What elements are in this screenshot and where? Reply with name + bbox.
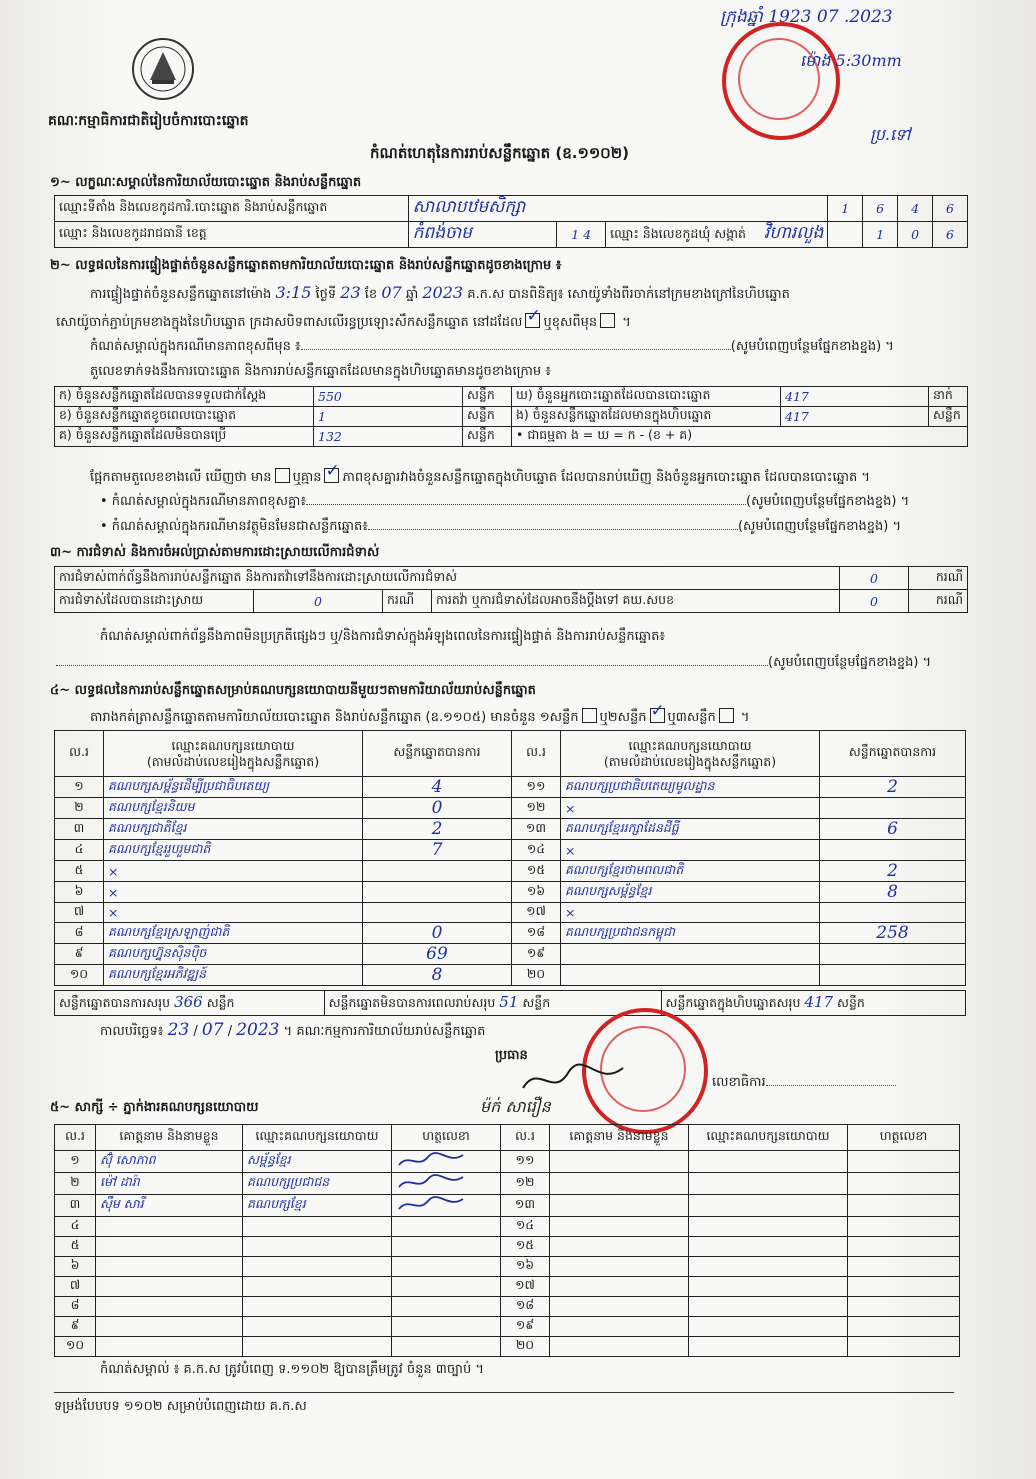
footer-divider — [54, 1392, 954, 1393]
witness-signature — [848, 1257, 960, 1277]
different-checkbox[interactable] — [600, 313, 615, 328]
witness-row — [55, 1217, 960, 1237]
witness-row — [55, 1173, 960, 1195]
witness-no: ១៤ — [501, 1217, 550, 1237]
witness-signature-icon — [396, 1195, 466, 1213]
witness-name — [550, 1277, 689, 1297]
witness-party — [689, 1173, 848, 1195]
figures-table — [54, 386, 968, 447]
witness-name — [550, 1237, 689, 1257]
chief-label: ប្រធាន — [495, 1048, 528, 1063]
party-no: ៩ — [55, 944, 104, 965]
witness-name — [550, 1297, 689, 1317]
witness-row — [55, 1337, 960, 1357]
party-name: × — [561, 903, 820, 923]
has-difference-checkbox[interactable] — [275, 468, 290, 483]
witness-name — [96, 1277, 243, 1297]
witness-no: ១២ — [501, 1173, 550, 1195]
witness-signature — [392, 1277, 501, 1297]
party-no: ២ — [55, 798, 104, 819]
witness-party — [689, 1237, 848, 1257]
col-party: ឈ្មោះគណបក្សនយោបាយ — [689, 1125, 848, 1151]
party-no: ២០ — [512, 965, 561, 986]
party-no: ១៩ — [512, 944, 561, 965]
party-no: ១៤ — [512, 840, 561, 861]
total-in-box: សន្លឹកឆ្នោតក្នុងហិបឆ្នោតសរុប 417 សន្លឹក — [661, 991, 965, 1016]
no-difference-checkbox[interactable] — [324, 468, 339, 483]
office-code-3: 4 — [898, 196, 933, 222]
party-no: ១៧ — [512, 903, 561, 923]
party-name: គណបក្សហ្វ៊ុនស៊ិនប៉ិច — [104, 944, 363, 965]
witness-signature — [848, 1237, 960, 1257]
seal-status-line: សោយ៉ូចាក់ភ្ជាប់ក្រមខាងក្នុងនៃហិបឆ្នោត ក្រដាសបិទពាសលើរន្ធប្រឡោះសឹកសន្លឹកឆ្នោត នៅដដែល✓ ឬខុសពីមុន ។ — [56, 313, 631, 331]
witness-no: ១១ — [501, 1151, 550, 1173]
commune-label: ឈ្មោះ និងលេខកូដឃុំ សង្កាត់ វិហារលួង — [606, 222, 828, 248]
witness-row — [55, 1317, 960, 1337]
party-name: × — [561, 798, 820, 819]
witness-signature — [392, 1195, 501, 1217]
discrepancy-note: • កំណត់សម្គាល់ក្នុងករណីមានភាពខុសគ្នា៖ (សូមបំពេញបន្ថែមផ្នែកខាងខ្នង) ។ — [100, 494, 910, 509]
party-votes: 258 — [820, 923, 966, 944]
col-party: ឈ្មោះគណបក្សនយោបាយ — [243, 1125, 392, 1151]
section-3-heading: ៣~ ការជំទាស់ និងការចំអល់ប្រាស់តាមការដោះស្រាយលើការជំទាស់ — [50, 545, 380, 560]
party-votes: 2 — [363, 819, 512, 840]
section-5-heading: ៥~ សាក្សី ÷ ភ្នាក់ងារគណបក្សនយោបាយ — [50, 1100, 259, 1115]
party-votes — [363, 903, 512, 923]
party-votes: 4 — [363, 777, 512, 798]
witness-party — [689, 1257, 848, 1277]
appeal-label: ការតវ៉ា ឬការជំទាស់ដែលអាចនឹងប្តឹងទៅ គឃ.សបខ — [432, 590, 840, 613]
witness-no: ៨ — [55, 1297, 96, 1317]
witness-signature — [848, 1297, 960, 1317]
party-name: គណបក្សខ្មែររួបរួមជាតិ — [104, 840, 363, 861]
witness-no: ២ — [55, 1173, 96, 1195]
resolved-count: 0 — [254, 590, 383, 613]
province-label: ឈ្មោះ និងលេខកូដរាជធានី ខេត្ត — [55, 222, 409, 248]
witness-row — [55, 1237, 960, 1257]
handwritten-date-note: ក្រុងឆ្នាំ 1923 07 .2023 — [720, 7, 893, 27]
party-name: គណបក្សប្រជាធិបតេយ្យមូលដ្ឋាន — [561, 777, 820, 798]
party-votes — [363, 861, 512, 882]
figure-unit: សន្លឹក — [463, 387, 512, 407]
witness-no: ១៥ — [501, 1237, 550, 1257]
figures-intro: តួលេខទាក់ទងនឹងការបោះឆ្នោត និងការរាប់សន្លឹកឆ្នោតដែលមានក្នុងហិបឆ្នោតមានដូចខាងក្រោម ៖ — [90, 364, 551, 379]
party-no: ៥ — [55, 861, 104, 882]
party-name: × — [104, 903, 363, 923]
witness-name: ស៊ឹម សារី — [96, 1195, 243, 1217]
objection-count: 0 — [840, 567, 909, 590]
witness-no: ៩ — [55, 1317, 96, 1337]
party-row — [55, 944, 966, 965]
commune-code-1: 1 — [863, 222, 898, 248]
party-results-table — [54, 730, 966, 986]
witness-table — [54, 1124, 960, 1357]
witness-party — [243, 1317, 392, 1337]
col-no: ល.រ — [501, 1125, 550, 1151]
section-2-heading: ២~ លទ្ធផលនៃការផ្ទៀងផ្ទាត់ចំនួនសន្លឹកឆ្នោតតាមការិយាល័យបោះឆ្នោត និងរាប់សន្លឹកឆ្នោតដូចខាងក្រោម ៖ — [50, 258, 562, 273]
irregularity-note: កំណត់សម្គាល់ពាក់ព័ន្ធនឹងភាពមិនប្រក្រតីផ្សេងៗ ឬ/និងការជំទាស់ក្នុងអំឡុងពេលនៃការផ្ទៀងផ្ទាត់ និងការរាប់សន្លឹកឆ្នោត៖ — [100, 629, 666, 644]
witness-no: ១៩ — [501, 1317, 550, 1337]
witness-party: គណបក្សខ្មែរ — [243, 1195, 392, 1217]
appeal-count: 0 — [840, 590, 909, 613]
witness-signature — [848, 1317, 960, 1337]
party-name — [561, 944, 820, 965]
section-1-table — [54, 195, 968, 248]
col-no: ល.រ — [512, 731, 561, 777]
footer-text: ទម្រង់បែបបទ ១១០២ សម្រាប់បំពេញដោយ គ.ក.ស — [54, 1399, 307, 1414]
party-votes: 6 — [820, 819, 966, 840]
party-name: គណបក្សប្រជាជនកម្ពុជា — [561, 923, 820, 944]
witness-party — [689, 1217, 848, 1237]
witness-signature-icon — [396, 1173, 466, 1191]
party-votes — [820, 944, 966, 965]
objections-table — [54, 566, 968, 613]
witness-signature — [392, 1337, 501, 1357]
witness-no: ១៨ — [501, 1297, 550, 1317]
figure-label: ឃ) ចំនួនអ្នកបោះឆ្នោតដែលបានបោះឆ្នោត — [512, 387, 781, 407]
witness-party — [689, 1195, 848, 1217]
party-no: ៦ — [55, 882, 104, 903]
party-row — [55, 798, 966, 819]
col-votes: សន្លឹកឆ្នោតបានការ — [820, 731, 966, 777]
figures-row — [55, 387, 968, 407]
witness-party — [243, 1277, 392, 1297]
commune-name: វិហារលួង — [763, 223, 824, 243]
witness-party — [243, 1297, 392, 1317]
one-sheet-checkbox[interactable] — [582, 708, 597, 723]
figure-value: 417 — [781, 407, 929, 427]
witness-signature — [848, 1151, 960, 1173]
made-on-line: កាលបរិច្ឆេទ៖ 23 / 07 / 2023 ។ គណៈកម្មការការិយាល័យរាប់សន្លឹកឆ្នោត — [100, 1020, 486, 1040]
witness-row — [55, 1195, 960, 1217]
witness-name — [96, 1297, 243, 1317]
party-row — [55, 840, 966, 861]
party-votes: 8 — [820, 882, 966, 903]
witness-name — [550, 1217, 689, 1237]
witness-party — [243, 1337, 392, 1357]
witness-name — [550, 1337, 689, 1357]
witness-no: ១០ — [55, 1337, 96, 1357]
col-no: ល.រ — [55, 731, 104, 777]
office-name: សាលាបឋមសិក្សា — [408, 196, 828, 222]
witness-signature — [392, 1151, 501, 1173]
witness-name: ស៊ុំ សោភាព — [96, 1151, 243, 1173]
province-code: 1 4 — [557, 222, 606, 248]
commune-code-3: 6 — [933, 222, 968, 248]
office-code-2: 6 — [863, 196, 898, 222]
section-4-heading: ៤~ លទ្ធផលនៃការរាប់សន្លឹកឆ្នោតសម្រាប់គណបក្សនយោបាយនីមួយៗតាមការិយាល័យរាប់សន្លឹកឆ្នោត — [50, 683, 536, 698]
figure-unit: នាក់ — [929, 387, 968, 407]
party-no: ១២ — [512, 798, 561, 819]
witness-row — [55, 1297, 960, 1317]
two-sheet-checkbox[interactable] — [650, 708, 665, 723]
figures-row — [55, 427, 968, 447]
witness-signature — [848, 1195, 960, 1217]
figure-value: 132 — [314, 427, 463, 447]
party-row — [55, 882, 966, 903]
resolved-label: ការជំទាស់ដែលបានដោះស្រាយ — [55, 590, 254, 613]
handwritten-time-note: ម៉ោង 5:30mm — [800, 51, 902, 70]
figure-unit: សន្លឹក — [463, 427, 512, 447]
witness-party — [689, 1317, 848, 1337]
witness-no: ២០ — [501, 1337, 550, 1357]
party-votes: 8 — [363, 965, 512, 986]
figure-unit: សន្លឹក — [929, 407, 968, 427]
figure-value: 1 — [314, 407, 463, 427]
figures-row — [55, 407, 968, 427]
party-votes: 0 — [363, 923, 512, 944]
witness-signature — [392, 1297, 501, 1317]
witness-name — [550, 1195, 689, 1217]
witness-no: ១៣ — [501, 1195, 550, 1217]
party-row — [55, 861, 966, 882]
objection-unit: ករណី — [909, 567, 968, 590]
party-no: ៨ — [55, 923, 104, 944]
witness-no: ១ — [55, 1151, 96, 1173]
commission-title: គណៈកម្មាធិការជាតិរៀបចំការបោះឆ្នោត — [48, 113, 249, 129]
party-votes: 7 — [363, 840, 512, 861]
party-no: ១ — [55, 777, 104, 798]
party-no: ៧ — [55, 903, 104, 923]
witness-no: ៤ — [55, 1217, 96, 1237]
witness-no: ៥ — [55, 1237, 96, 1257]
witness-signature — [392, 1317, 501, 1337]
witness-party: គណបក្សប្រជាជន — [243, 1173, 392, 1195]
discrepancy-line: ផ្អែកតាមតួលេខខាងលើ ឃើញថា មាន ឬគ្មាន✓ ភាពខុសគ្នារវាងចំនួនសន្លឹកឆ្នោតក្នុងហិបឆ្នោត ដែលបានរាប់ឃើញ និងចំនួនអ្នកបោះឆ្នោត ដែលបានបោះឆ្នោត ។ — [90, 468, 870, 486]
form-title: កំណត់ហេតុនៃការរាប់សន្លឹកឆ្នោត (ឧ.១១០២) — [370, 144, 630, 162]
witness-party — [689, 1297, 848, 1317]
office-label: ឈ្មោះទីតាំង និងលេខកូដការិ.បោះឆ្នោត និងរាប់សន្លឹកឆ្នោត — [55, 196, 409, 222]
irregularity-note-line: (សូមបំពេញបន្ថែមផ្នែកខាងខ្នង) ។ — [56, 655, 931, 671]
witness-no: ១៦ — [501, 1257, 550, 1277]
party-row — [55, 777, 966, 798]
witness-party: សម្ព័ន្ធខ្មែរ — [243, 1151, 392, 1173]
objection-label: ការជំទាស់ពាក់ព័ន្ធនឹងការរាប់សន្លឹកឆ្នោត និងការតវ៉ាទៅនឹងការដោះស្រាយលើការជំទាស់ — [55, 567, 840, 590]
witness-party — [689, 1337, 848, 1357]
party-name: × — [104, 882, 363, 903]
witness-name — [550, 1317, 689, 1337]
party-votes: 2 — [820, 861, 966, 882]
party-name: គណបក្សសម្ព័ន្ធខ្មែរ — [561, 882, 820, 903]
figure-label: ក) ចំនួនសន្លឹកឆ្នោតដែលបានទទួលជាក់ស្តែង — [55, 387, 314, 407]
party-no: ៣ — [55, 819, 104, 840]
figure-label: ង) ចំនួនសន្លឹកឆ្នោតដែលមានក្នុងហិបឆ្នោត — [512, 407, 781, 427]
results-body — [55, 777, 966, 986]
nec-emblem-icon — [130, 36, 196, 102]
witness-no: ៣ — [55, 1195, 96, 1217]
witness-name — [550, 1173, 689, 1195]
witness-party — [689, 1151, 848, 1173]
col-signature: ហត្ថលេខា — [848, 1125, 960, 1151]
results-header-row — [55, 731, 966, 777]
party-votes — [363, 882, 512, 903]
witness-party — [243, 1237, 392, 1257]
witness-row — [55, 1257, 960, 1277]
party-name: គណបក្សខ្មែររក្សាដែនដីធ្លី — [561, 819, 820, 840]
total-invalid: សន្លឹកឆ្នោតមិនបានការពេលរាប់សរុប 51 សន្លឹក — [324, 991, 661, 1016]
party-row — [55, 819, 966, 840]
col-name: គោត្តនាម និងនាមខ្លួន — [96, 1125, 243, 1151]
witness-body — [55, 1151, 960, 1357]
party-row — [55, 965, 966, 986]
col-signature: ហត្ថលេខា — [392, 1125, 501, 1151]
secretary-label: លេខាធិការ — [712, 1075, 896, 1091]
witness-signature — [848, 1217, 960, 1237]
total-valid: សន្លឹកឆ្នោតបានការសរុប 366 សន្លឹក — [55, 991, 325, 1016]
resolved-unit: ករណី — [383, 590, 432, 613]
province-name: កំពង់ចាម — [408, 222, 557, 248]
party-name: គណបក្សខ្មែរនិយម — [104, 798, 363, 819]
witness-name — [550, 1151, 689, 1173]
witness-signature — [848, 1337, 960, 1357]
figure-label: ខ) ចំនួនសន្លឹកឆ្នោតខូចពេលបោះឆ្នោត — [55, 407, 314, 427]
party-row — [55, 903, 966, 923]
chief-name: ម៉ក់ សារឿន — [480, 1097, 551, 1116]
party-no: ១១ — [512, 777, 561, 798]
party-name: គណបក្សជាតិខ្មែរ — [104, 819, 363, 840]
witness-no: ៧ — [55, 1277, 96, 1297]
witness-header-row — [55, 1125, 960, 1151]
witness-signature — [392, 1173, 501, 1195]
commune-code-2: 0 — [898, 222, 933, 248]
witness-name — [96, 1257, 243, 1277]
inspection-line: ការផ្ទៀងផ្ទាត់ចំនួនសន្លឹកឆ្នោតនៅម៉ោង 3:15 ថ្ងៃទី 23 ខែ 07 ឆ្នាំ 2023 គ.ក.ស បានពិនិត្យ៖ សោយ៉ូទាំងពីរចាក់នៅក្រមខាងក្រៅនៃហិបឆ្នោត — [90, 283, 790, 302]
section-1-heading: ១~ លក្ខណៈសម្គាល់នៃការិយាល័យបោះឆ្នោត និងរាប់សន្លឹកឆ្នោត — [50, 175, 362, 190]
witness-row — [55, 1277, 960, 1297]
party-name: × — [104, 861, 363, 882]
same-checkbox[interactable] — [525, 313, 540, 328]
witness-name — [96, 1237, 243, 1257]
col-name: គោត្តនាម និងនាមខ្លួន — [550, 1125, 689, 1151]
figure-value: 550 — [314, 387, 463, 407]
three-sheet-checkbox[interactable] — [719, 708, 734, 723]
party-name: គណបក្សសម្ព័ន្ធដើម្បីប្រជាធិបតេយ្យ — [104, 777, 363, 798]
difference-note-line: កំណត់សម្គាល់ក្នុងករណីមានភាពខុសពីមុន ៖ (សូមបំពេញបន្ថែមផ្នែកខាងខ្នង) ។ — [90, 339, 894, 354]
witness-no: ៦ — [55, 1257, 96, 1277]
foreign-object-note: • កំណត់សម្គាល់ក្នុងករណីមានវត្ថុមិនមែនជាសន្លឹកឆ្នោត៖ (សូមបំពេញបន្ថែមផ្នែកខាងខ្នង) ។ — [100, 519, 902, 534]
office-code-1: 1 — [828, 196, 863, 222]
appeal-unit: ករណី — [909, 590, 968, 613]
party-name: គណបក្សខ្មែរអភិវឌ្ឍន៍ — [104, 965, 363, 986]
party-no: ១០ — [55, 965, 104, 986]
figure-value: 417 — [781, 387, 929, 407]
party-votes: 2 — [820, 777, 966, 798]
witness-name — [550, 1257, 689, 1277]
office-code-4: 6 — [933, 196, 968, 222]
party-votes: 69 — [363, 944, 512, 965]
witness-name — [96, 1317, 243, 1337]
party-votes: 0 — [363, 798, 512, 819]
witness-row — [55, 1151, 960, 1173]
party-no: ១៨ — [512, 923, 561, 944]
party-name: គណបក្សខ្មែរថាមពលជាតិ — [561, 861, 820, 882]
witness-party — [243, 1217, 392, 1237]
party-votes — [820, 903, 966, 923]
completion-note: កំណត់សម្គាល់ ៖ គ.ក.ស ត្រូវបំពេញ ទ.១១០២ ឱ្យបានត្រឹមត្រូវ ចំនួន ៣ច្បាប់ ។ — [100, 1362, 484, 1377]
party-name — [561, 965, 820, 986]
witness-name: ម៉ៅ ដារ៉ា — [96, 1173, 243, 1195]
party-no: ១៣ — [512, 819, 561, 840]
chief-signature-icon — [518, 1058, 628, 1098]
col-party: ឈ្មោះគណបក្សនយោបាយ (តាមលំដាប់លេខរៀងក្នុងសន្លឹកឆ្នោត) — [561, 731, 820, 777]
col-votes: សន្លឹកឆ្នោតបានការ — [363, 731, 512, 777]
party-votes — [820, 965, 966, 986]
party-no: ១៥ — [512, 861, 561, 882]
party-row — [55, 923, 966, 944]
figure-label: គ) ចំនួនសន្លឹកឆ្នោតដែលមិនបានប្រើ — [55, 427, 314, 447]
formula-note: • ជាធម្មតា ង = ឃ = ក - (ខ + គ) — [512, 427, 968, 447]
party-votes — [820, 840, 966, 861]
witness-signature — [392, 1257, 501, 1277]
witness-signature-icon — [396, 1151, 466, 1169]
witness-signature — [848, 1173, 960, 1195]
witness-name — [96, 1337, 243, 1357]
witness-party — [689, 1277, 848, 1297]
witness-signature — [848, 1277, 960, 1297]
col-no: ល.រ — [55, 1125, 96, 1151]
col-party: ឈ្មោះគណបក្សនយោបាយ (តាមលំដាប់លេខរៀងក្នុងសន្លឹកឆ្នោត) — [104, 731, 363, 777]
witness-name — [96, 1217, 243, 1237]
handwritten-initial-note: ប្រ.ទៅ — [870, 125, 911, 144]
witness-signature — [392, 1217, 501, 1237]
witness-signature — [392, 1237, 501, 1257]
party-no: ១៦ — [512, 882, 561, 903]
witness-no: ១៧ — [501, 1277, 550, 1297]
party-name: គណបក្សខ្មែរស្រឡាញ់ជាតិ — [104, 923, 363, 944]
party-name: × — [561, 840, 820, 861]
party-votes — [820, 798, 966, 819]
figure-unit: សន្លឹក — [463, 407, 512, 427]
witness-party — [243, 1257, 392, 1277]
totals-row-table — [54, 990, 966, 1016]
party-no: ៤ — [55, 840, 104, 861]
tally-sheet-line: តារាងកត់ត្រាសន្លឹកឆ្នោតតាមការិយាល័យបោះឆ្នោត និងរាប់សន្លឹកឆ្នោត (ឧ.១១០៥) មានចំនួន ១សន្លឹក ឬ២សន្លឹក✓ ឬ៣សន្លឹក ។ — [90, 708, 749, 726]
